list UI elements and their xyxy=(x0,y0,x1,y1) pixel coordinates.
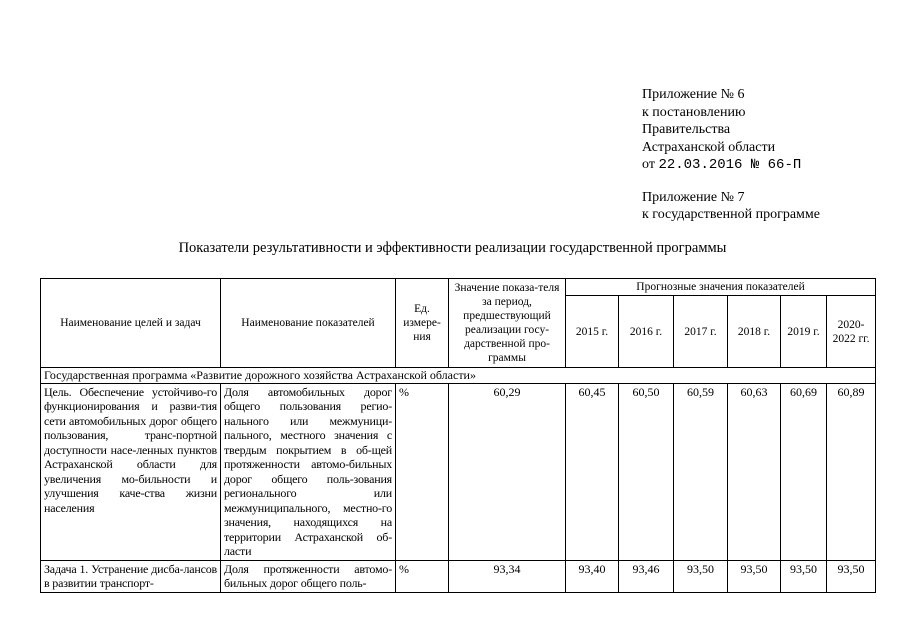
attachment-line: к постановлению xyxy=(642,104,746,120)
table-row xyxy=(41,383,876,560)
unit-cell: % xyxy=(396,560,449,592)
table-row xyxy=(41,560,876,592)
indicators-table xyxy=(40,278,876,593)
unit-cell: % xyxy=(396,383,449,560)
value-cell: 93,50 xyxy=(728,560,781,592)
goal-cell: Цель. Обеспечение устойчиво-го функционирования и разви-тия сети автомобильных дорог общего пользования, транс-портной доступности насе-ленных пунктов Астраханской области для увеличения мо-бильности и улучшения каче-ства жизни населения xyxy=(41,383,221,560)
header-goals: Наименование целей и задач xyxy=(41,279,221,368)
value-cell: 60,89 xyxy=(827,383,876,560)
header-year: 2019 г. xyxy=(781,296,827,368)
attachment-block xyxy=(642,86,820,224)
indicator-cell: Доля протяженности автомо-бильных дорог общего поль- xyxy=(221,560,396,592)
value-cell: 60,45 xyxy=(566,383,619,560)
attachment-line: Приложение № 6 xyxy=(642,87,745,102)
attachment-line: Астраханской области xyxy=(642,139,776,155)
value-cell: 60,50 xyxy=(619,383,674,560)
value-cell: 60,59 xyxy=(674,383,728,560)
attachment-line: Правительства xyxy=(642,122,731,137)
header-year: 2018 г. xyxy=(728,296,781,368)
indicator-cell: Доля автомобильных дорог общего пользования регио-нального или межмуници-пального, местного значения с твердым покрытием в об-щей протяженности автомо-бильных дорог общего поль-зования регионального или межмуниципального, местно-го значения, находящихся на территории Астраханской об-ласти xyxy=(221,383,396,560)
header-forecast-group: Прогнозные значения показателей xyxy=(566,279,876,296)
attachment-line: Приложение № 7 xyxy=(642,189,745,205)
document-title: Показатели результативности и эффективности реализации государственной программы xyxy=(178,240,727,256)
header-unit: Ед. измере-ния xyxy=(396,279,449,368)
resolution-date-number: 22.03.2016 № 66-П xyxy=(658,157,802,173)
prior-value-cell: 60,29 xyxy=(449,383,566,560)
header-year: 2015 г. xyxy=(566,296,619,368)
value-cell: 93,50 xyxy=(781,560,827,592)
resolution-date-line xyxy=(642,156,820,175)
header-year: 2017 г. xyxy=(674,296,728,368)
header-prior-value: Значение показа-теля за период, предшествующий реализации госу-дарственной про-граммы xyxy=(449,279,566,368)
value-cell: 93,50 xyxy=(674,560,728,592)
prior-value-cell: 93,34 xyxy=(449,560,566,592)
header-indicators: Наименование показателей xyxy=(221,279,396,368)
header-year: 2020-2022 гг. xyxy=(827,296,876,368)
value-cell: 60,63 xyxy=(728,383,781,560)
value-cell: 93,40 xyxy=(566,560,619,592)
header-year: 2016 г. xyxy=(619,296,674,368)
value-cell: 60,69 xyxy=(781,383,827,560)
program-title-row: Государственная программа «Развитие дорожного хозяйства Астраханской области» xyxy=(41,368,876,384)
date-prefix: от xyxy=(642,157,655,172)
goal-cell: Задача 1. Устранение дисба-лансов в развитии транспорт- xyxy=(41,560,221,592)
value-cell: 93,50 xyxy=(827,560,876,592)
value-cell: 93,46 xyxy=(619,560,674,592)
attachment-line: к государственной программе xyxy=(642,207,820,222)
